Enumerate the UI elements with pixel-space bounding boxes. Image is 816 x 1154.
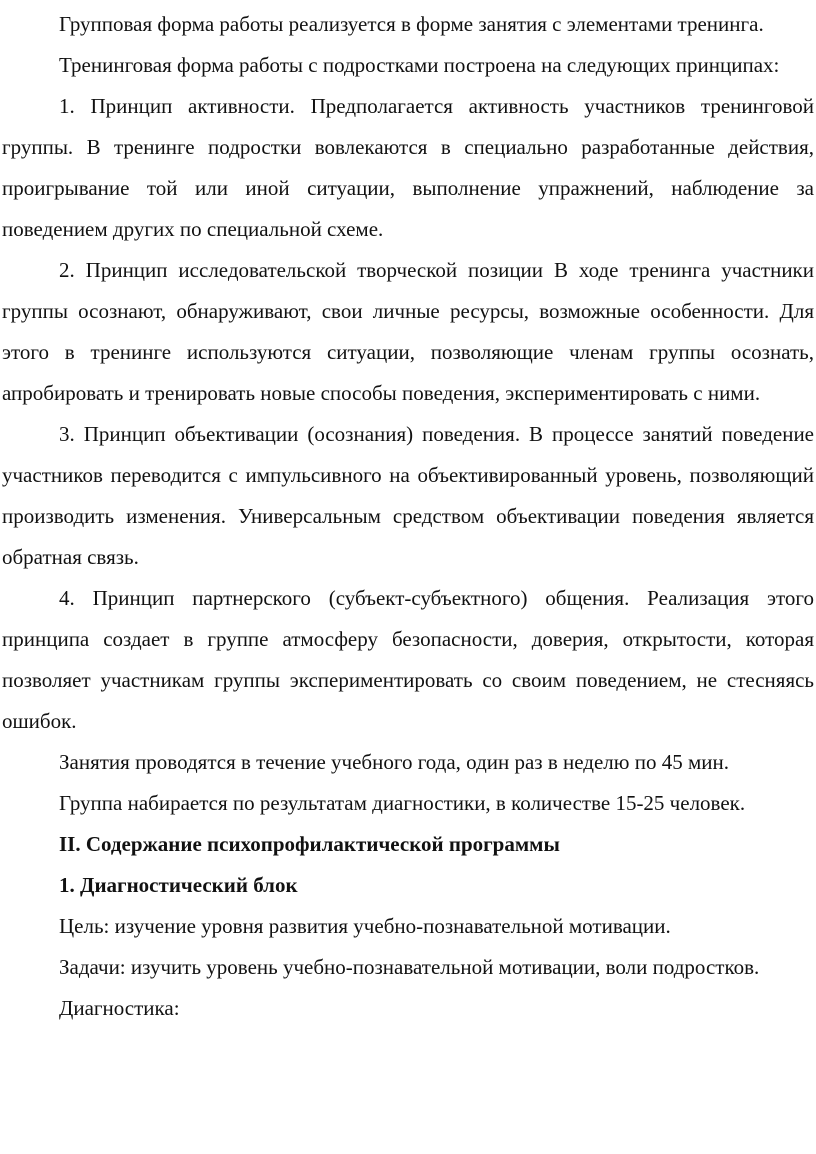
paragraph-training-principles-intro: Тренинговая форма работы с подростками построена на следующих принципах: [59,53,780,77]
paragraph-principle-research-position: 2. Принцип исследовательской творческой позиции В ходе тренинга участники группы осознают, обнаруживают, свои личные ресурсы, возможные особенности. Для этого в тренинге используются ситуации, позволяющие членам группы осознать, апробировать и тренировать новые способы поведения, экспериментировать с ними. [2,258,814,405]
paragraph-group-form: Групповая форма работы реализуется в форме занятия с элементами тренинга. [59,12,764,36]
paragraph-diagnostics: Диагностика: [59,996,180,1020]
paragraph-goal: Цель: изучение уровня развития учебно-познавательной мотивации. [59,914,671,938]
paragraph-schedule: Занятия проводятся в течение учебного года, один раз в неделю по 45 мин. [59,750,729,774]
section-heading: II. Содержание психопрофилактической программы [59,832,560,856]
paragraph-tasks: Задачи: изучить уровень учебно-познавательной мотивации, воли подростков. [59,955,760,979]
paragraph-principle-partnership: 4. Принцип партнерского (субъект-субъектного) общения. Реализация этого принципа создает в группе атмосферу безопасности, доверия, открытости, которая позволяет участникам группы экспериментировать со своим поведением, не стесняясь ошибок. [2,586,814,733]
paragraph-principle-objectivation: 3. Принцип объективации (осознания) поведения. В процессе занятий поведение участников переводится с импульсивного на объективированный уровень, позволяющий производить изменения. Универсальным средством объективации поведения является обратная связь. [2,422,814,569]
subsection-heading: 1. Диагностический блок [59,873,298,897]
paragraph-principle-activity: 1. Принцип активности. Предполагается активность участников тренинговой группы. В тренинге подростки вовлекаются в специально разработанные действия, проигрывание той или иной ситуации, выполнение упражнений, наблюдение за поведением других по специальной схеме. [2,94,814,241]
paragraph-group-size: Группа набирается по результатам диагностики, в количестве 15-25 человек. [59,791,746,815]
